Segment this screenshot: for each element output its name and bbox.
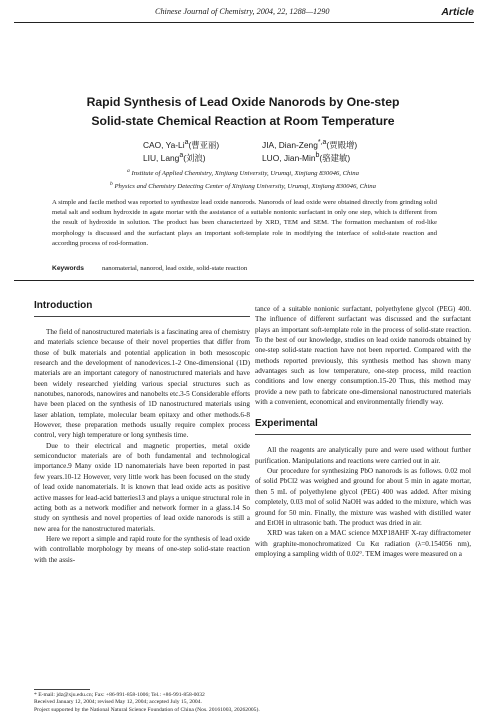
abstract: A simple and facile method was reported to synthesize lead oxide nanorods. Nanorods of lead oxide were obtained directly from grinding solid metal salt and sodium hydroxide in agate mortar with the assistance of a suitable nonionic surfactant in only one step, which is different from the result of hydroxide in solution. The product has been characterized by XRD, TEM and SEM. The formation mechanism of rod-like morphology is discussed and the surfactant plays an important soft-template role in modifying the interface of solid-state reaction and according process of rod-formation.	[52, 199, 437, 247]
paper-title	[0, 93, 486, 131]
paragraph: Due to their electrical and magnetic properties, metal oxide semiconductor materials are of both fundamental and technological importance.9 Many oxide 1D nanomaterials have been reported in past few years.10-12 However, very little work has been focused on the study of lead oxide nanomaterials. It is known that lead oxide acts as positive active masses for lead-acid batteries13 and plays a unique structural role in acting both as a network modifier and network former in a glass.14 So study on synthesis and novel properties of lead oxide nanorods is still a new area for the nanostructured materials.	[34, 441, 250, 533]
article-type-label: Article	[441, 6, 474, 18]
keywords	[52, 265, 247, 272]
running-header	[0, 6, 486, 20]
title-line-2: Solid-state Chemical Reaction at Room Temperature	[91, 114, 395, 128]
title-line-1: Rapid Synthesis of Lead Oxide Nanorods by One-step	[86, 95, 400, 109]
footnotes	[34, 692, 260, 714]
journal-citation: Chinese Journal of Chemistry, 2004, 22, 1288—1290	[155, 7, 330, 16]
paragraph: All the reagents are analytically pure and were used without further purification. Manipulations and reactions were carried out in air.	[255, 446, 471, 465]
author: JIA, Dian-Zeng$^{*,a}$(贾殿增)	[262, 139, 358, 150]
right-column	[255, 304, 471, 559]
section-heading-experimental: Experimental	[255, 418, 318, 430]
paragraph: The field of nanostructured materials is a fascinating area of chemistry and materials science because of their novel properties that differ from those of bulk materials and potential application in both mesoscopic research and the development of nanodevices.1-2 One-dimensional (1D) materials are an important category of nanostructured materials and have been widely researched yielding various special structures such as nanotubes, nanorods, nanowires and nanobelts etc.3-5 Considerable efforts have been placed on the synthesis of 1D nanostructured materials using laser ablation, template, molecular beam epitaxy and other methods.6-8 However, these preparation methods usually require complex process control, very high temperature or long synthesis time.	[34, 328, 250, 440]
keywords-text: nanomaterial, nanorod, lead oxide, solid-state reaction	[101, 265, 248, 272]
footnote-contact: * E-mail: jdz@xju.edu.cn; Fax: +86-991-858-1006; Tel.: +86-991-858-0032	[34, 692, 205, 698]
abstract-rule	[14, 280, 474, 281]
section-heading-introduction: Introduction	[34, 300, 93, 311]
affiliation: $^b$ Physics and Chemistry Detecting Center of Xinjiang University, Urumqi, Xinjiang 830046, China	[110, 181, 376, 191]
affiliations	[0, 166, 486, 192]
author: CAO, Ya-Li$^a$(曹亚丽)	[143, 139, 220, 150]
paragraph: Our procedure for synthesizing PbO nanorods is as follows. 0.02 mol of solid PbCl2 was weighed and ground for about 5 min in agate mortar, then 5 mL of polyethylene glycol (PEG) 400 was added. After mixing completely, 0.03 mol of solid NaOH was added to the mixture, which was ground for 50 min. Finally, the mixture was washed with distilled water and EtOH in ultrasonic bath. The product was dried in air.	[255, 467, 471, 527]
footnote-rule	[34, 689, 90, 690]
paragraph: tance of a suitable nonionic surfactant, polyethylene glycol (PEG) 400. The influence of different surfactant was discussed and the surfactant plays an important soft-template role in the process of solid-state reaction. To the best of our knowledge, studies on lead oxide nanorods obtained by one-step solid-state reaction have not been reported. Compared with the methods reported previously, this synthesis method has shown many advantages such as low temperature, one-step process, mild reaction conditions and low energy consumption.15-20 Thus, this method may provide a new path to fabricate one-dimensional nanostructured materials with a convenient, economical and environmentally friendly way.	[255, 305, 471, 407]
section-rule	[255, 434, 471, 435]
header-rule	[14, 22, 474, 23]
affiliation: $^a$ Institute of Applied Chemistry, Xinjiang University, Urumqi, Xinjiang 830046, China	[127, 168, 359, 178]
paragraph: Here we report a simple and rapid route for the synthesis of lead oxide with controllable morphology by means of one-step solid-state reaction with the assis-	[34, 534, 250, 564]
left-column	[34, 300, 250, 565]
paragraph: XRD was taken on a MAC science MXP18AHF X-ray diffractometer with graphite-monochromatized Cu Kα radiation (λ=0.154056 nm), employing a sampling width of 0.02°. TEM images were measured on a	[255, 529, 471, 558]
keywords-label: Keywords	[52, 265, 84, 272]
section-rule	[34, 316, 250, 317]
author: LUO, Jian-Min$^b$(骆建敏)	[262, 152, 351, 163]
footnote-dates: Received January 12, 2004; revised May 12, 2004; accepted July 15, 2004.	[34, 699, 202, 706]
footnote-funding: Project supported by the National Natural Science Foundation of China (Nos. 20161003, 20262005).	[34, 706, 260, 713]
author: LIU, Lang$^a$(刘浪)	[143, 152, 206, 163]
author-list	[0, 136, 486, 162]
